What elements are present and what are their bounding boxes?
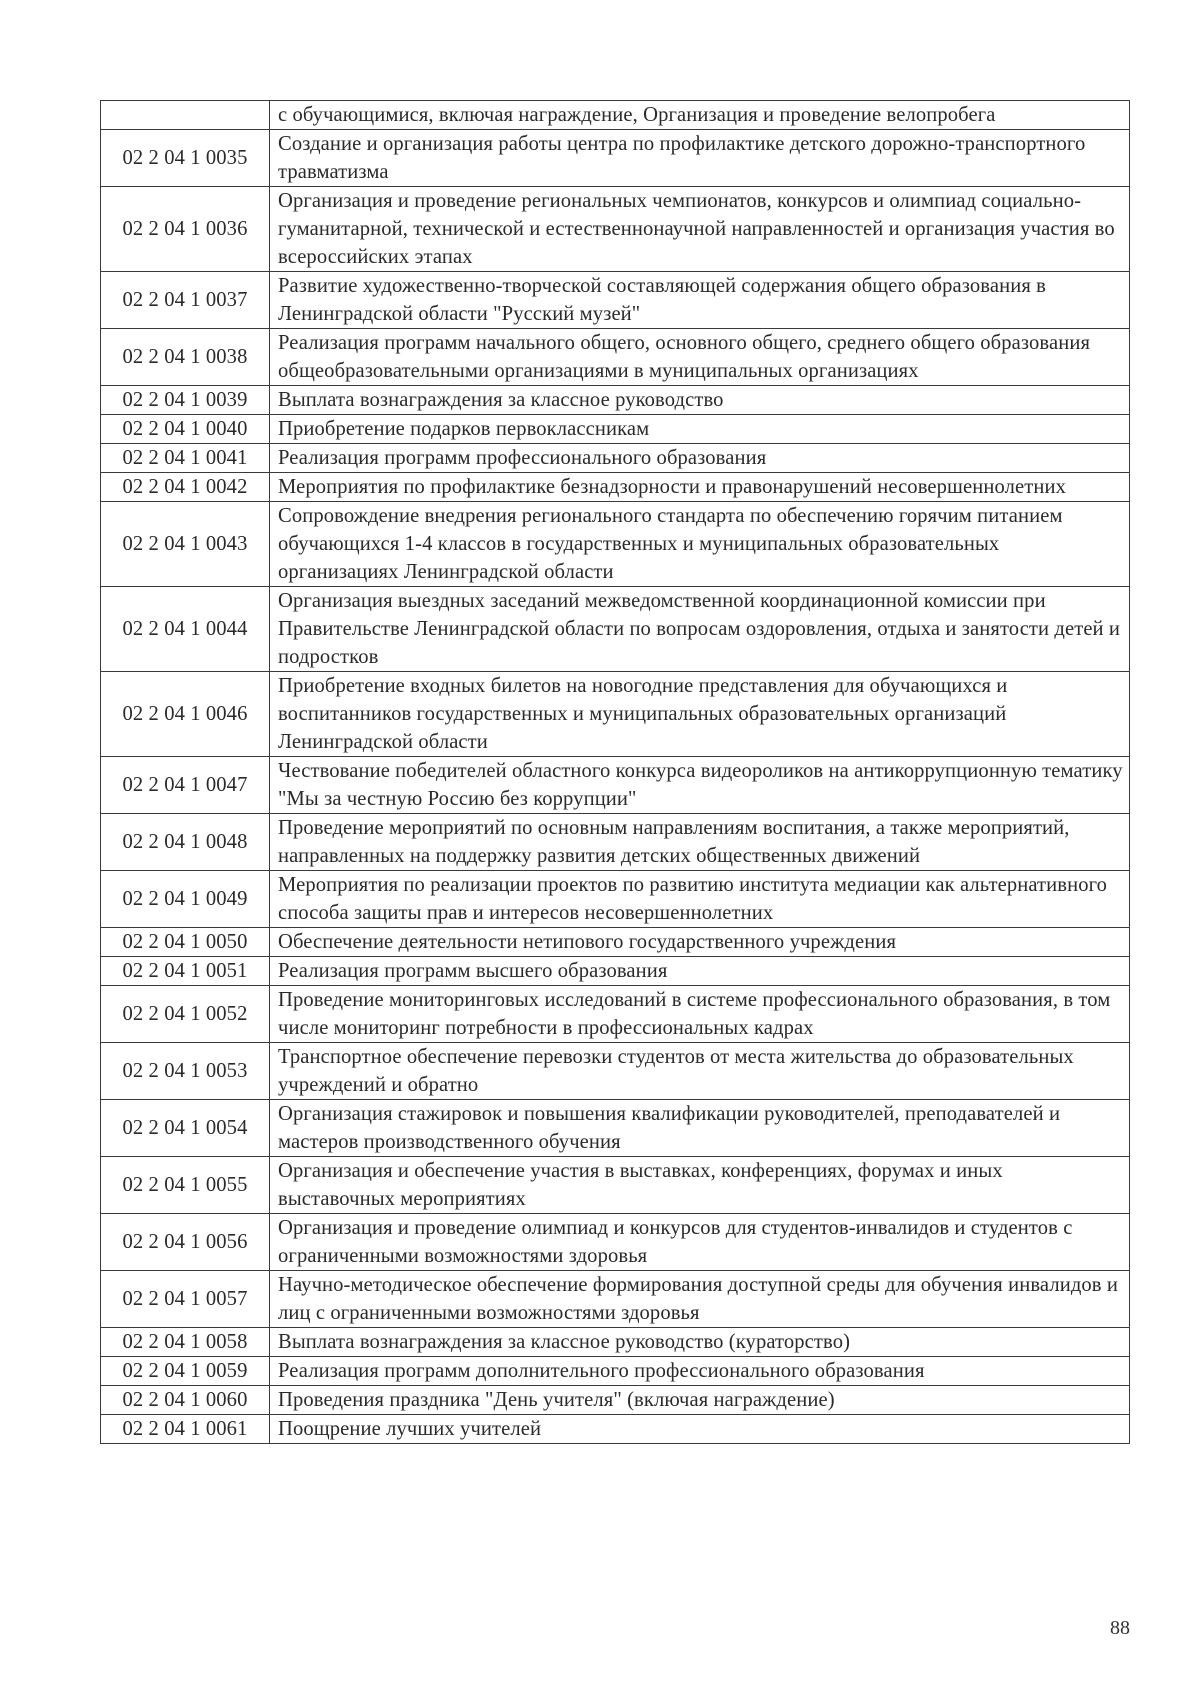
budget-code-cell: 02 2 04 1 0038 (101, 329, 270, 386)
description-cell: Приобретение подарков первоклассникам (270, 415, 1130, 444)
budget-code-cell: 02 2 04 1 0056 (101, 1214, 270, 1271)
table-row (101, 187, 1130, 272)
budget-code-cell: 02 2 04 1 0043 (101, 502, 270, 587)
description-cell: Проведение мониторинговых исследований в системе профессионального образования, в том числе мониторинг потребности в профессиональных кадрах (270, 986, 1130, 1043)
budget-code-cell: 02 2 04 1 0060 (101, 1386, 270, 1415)
description-cell: Организация и обеспечение участия в выставках, конференциях, форумах и иных выставочных мероприятиях (270, 1157, 1130, 1214)
table-row (101, 502, 1130, 587)
description-cell: Организация и проведение региональных чемпионатов, конкурсов и олимпиад социально-гуманитарной, технической и естественнонаучной направленностей и организация участия во всероссийских этапах (270, 187, 1130, 272)
table-row (101, 1328, 1130, 1357)
table-row (101, 672, 1130, 757)
description-cell: Реализация программ высшего образования (270, 957, 1130, 986)
table-row (101, 1100, 1130, 1157)
table-row (101, 1386, 1130, 1415)
table-row (101, 1415, 1130, 1444)
budget-code-cell: 02 2 04 1 0050 (101, 928, 270, 957)
budget-code-cell: 02 2 04 1 0035 (101, 130, 270, 187)
budget-code-cell: 02 2 04 1 0053 (101, 1043, 270, 1100)
description-cell: Транспортное обеспечение перевозки студентов от места жительства до образовательных учреждений и обратно (270, 1043, 1130, 1100)
budget-code-cell: 02 2 04 1 0040 (101, 415, 270, 444)
table-row (101, 587, 1130, 672)
table-row (101, 957, 1130, 986)
budget-code-cell: 02 2 04 1 0036 (101, 187, 270, 272)
table-row (101, 386, 1130, 415)
table-row (101, 757, 1130, 814)
description-cell: Проведение мероприятий по основным направлениям воспитания, а также мероприятий, направленных на поддержку развития детских общественных движений (270, 814, 1130, 871)
description-cell: Сопровождение внедрения регионального стандарта по обеспечению горячим питанием обучающихся 1-4 классов в государственных и муниципальных образовательных организациях Ленинградской области (270, 502, 1130, 587)
description-cell: Чествование победителей областного конкурса видеороликов на антикоррупционную тематику "Мы за честную Россию без коррупции" (270, 757, 1130, 814)
description-cell: Поощрение лучших учителей (270, 1415, 1130, 1444)
budget-code-cell: 02 2 04 1 0059 (101, 1357, 270, 1386)
description-cell: Приобретение входных билетов на новогодние представления для обучающихся и воспитанников государственных и муниципальных образовательных организаций Ленинградской области (270, 672, 1130, 757)
description-cell: Проведения праздника "День учителя" (включая награждение) (270, 1386, 1130, 1415)
table-row (101, 473, 1130, 502)
budget-code-cell: 02 2 04 1 0054 (101, 1100, 270, 1157)
budget-code-cell: 02 2 04 1 0039 (101, 386, 270, 415)
table-row (101, 986, 1130, 1043)
table-row (101, 101, 1130, 130)
description-cell: Развитие художественно-творческой составляющей содержания общего образования в Ленинградской области "Русский музей" (270, 272, 1130, 329)
table-row (101, 1214, 1130, 1271)
table-row (101, 1043, 1130, 1100)
budget-code-cell: 02 2 04 1 0041 (101, 444, 270, 473)
budget-code-cell: 02 2 04 1 0042 (101, 473, 270, 502)
budget-code-cell: 02 2 04 1 0048 (101, 814, 270, 871)
table-row (101, 1357, 1130, 1386)
budget-code-cell: 02 2 04 1 0055 (101, 1157, 270, 1214)
budget-code-cell: 02 2 04 1 0061 (101, 1415, 270, 1444)
budget-code-cell: 02 2 04 1 0052 (101, 986, 270, 1043)
description-cell: Выплата вознаграждения за классное руководство (270, 386, 1130, 415)
table-body (101, 101, 1130, 1444)
table-row (101, 272, 1130, 329)
budget-code-cell: 02 2 04 1 0051 (101, 957, 270, 986)
description-cell: Организация стажировок и повышения квалификации руководителей, преподавателей и мастеров производственного обучения (270, 1100, 1130, 1157)
budget-code-cell: 02 2 04 1 0046 (101, 672, 270, 757)
budget-code-cell: 02 2 04 1 0058 (101, 1328, 270, 1357)
description-cell: Реализация программ начального общего, основного общего, среднего общего образования общеобразовательными организациями в муниципальных организациях (270, 329, 1130, 386)
budget-codes-table (100, 100, 1130, 1444)
description-cell: Реализация программ дополнительного профессионального образования (270, 1357, 1130, 1386)
table-row (101, 1271, 1130, 1328)
description-cell: Мероприятия по реализации проектов по развитию института медиации как альтернативного способа защиты прав и интересов несовершеннолетних (270, 871, 1130, 928)
budget-code-cell: 02 2 04 1 0049 (101, 871, 270, 928)
description-cell: Мероприятия по профилактике безнадзорности и правонарушений несовершеннолетних (270, 473, 1130, 502)
table-row (101, 415, 1130, 444)
description-cell: Создание и организация работы центра по профилактике детского дорожно-транспортного травматизма (270, 130, 1130, 187)
description-cell: Организация и проведение олимпиад и конкурсов для студентов-инвалидов и студентов с ограниченными возможностями здоровья (270, 1214, 1130, 1271)
budget-code-cell: 02 2 04 1 0057 (101, 1271, 270, 1328)
page-number: 88 (1110, 1617, 1130, 1639)
description-cell: Научно-методическое обеспечение формирования доступной среды для обучения инвалидов и лиц с ограниченными возможностями здоровья (270, 1271, 1130, 1328)
budget-code-cell: 02 2 04 1 0037 (101, 272, 270, 329)
table-row (101, 130, 1130, 187)
budget-code-cell: 02 2 04 1 0044 (101, 587, 270, 672)
table-row (101, 871, 1130, 928)
budget-code-cell (101, 101, 270, 130)
table-row (101, 928, 1130, 957)
table-row (101, 444, 1130, 473)
description-cell: Реализация программ профессионального образования (270, 444, 1130, 473)
description-cell: Выплата вознаграждения за классное руководство (кураторство) (270, 1328, 1130, 1357)
table-row (101, 1157, 1130, 1214)
table-row (101, 814, 1130, 871)
description-cell: Обеспечение деятельности нетипового государственного учреждения (270, 928, 1130, 957)
table-row (101, 329, 1130, 386)
budget-code-cell: 02 2 04 1 0047 (101, 757, 270, 814)
description-cell: с обучающимися, включая награждение, Организация и проведение велопробега (270, 101, 1130, 130)
description-cell: Организация выездных заседаний межведомственной координационной комиссии при Правительстве Ленинградской области по вопросам оздоровления, отдыха и занятости детей и подростков (270, 587, 1130, 672)
